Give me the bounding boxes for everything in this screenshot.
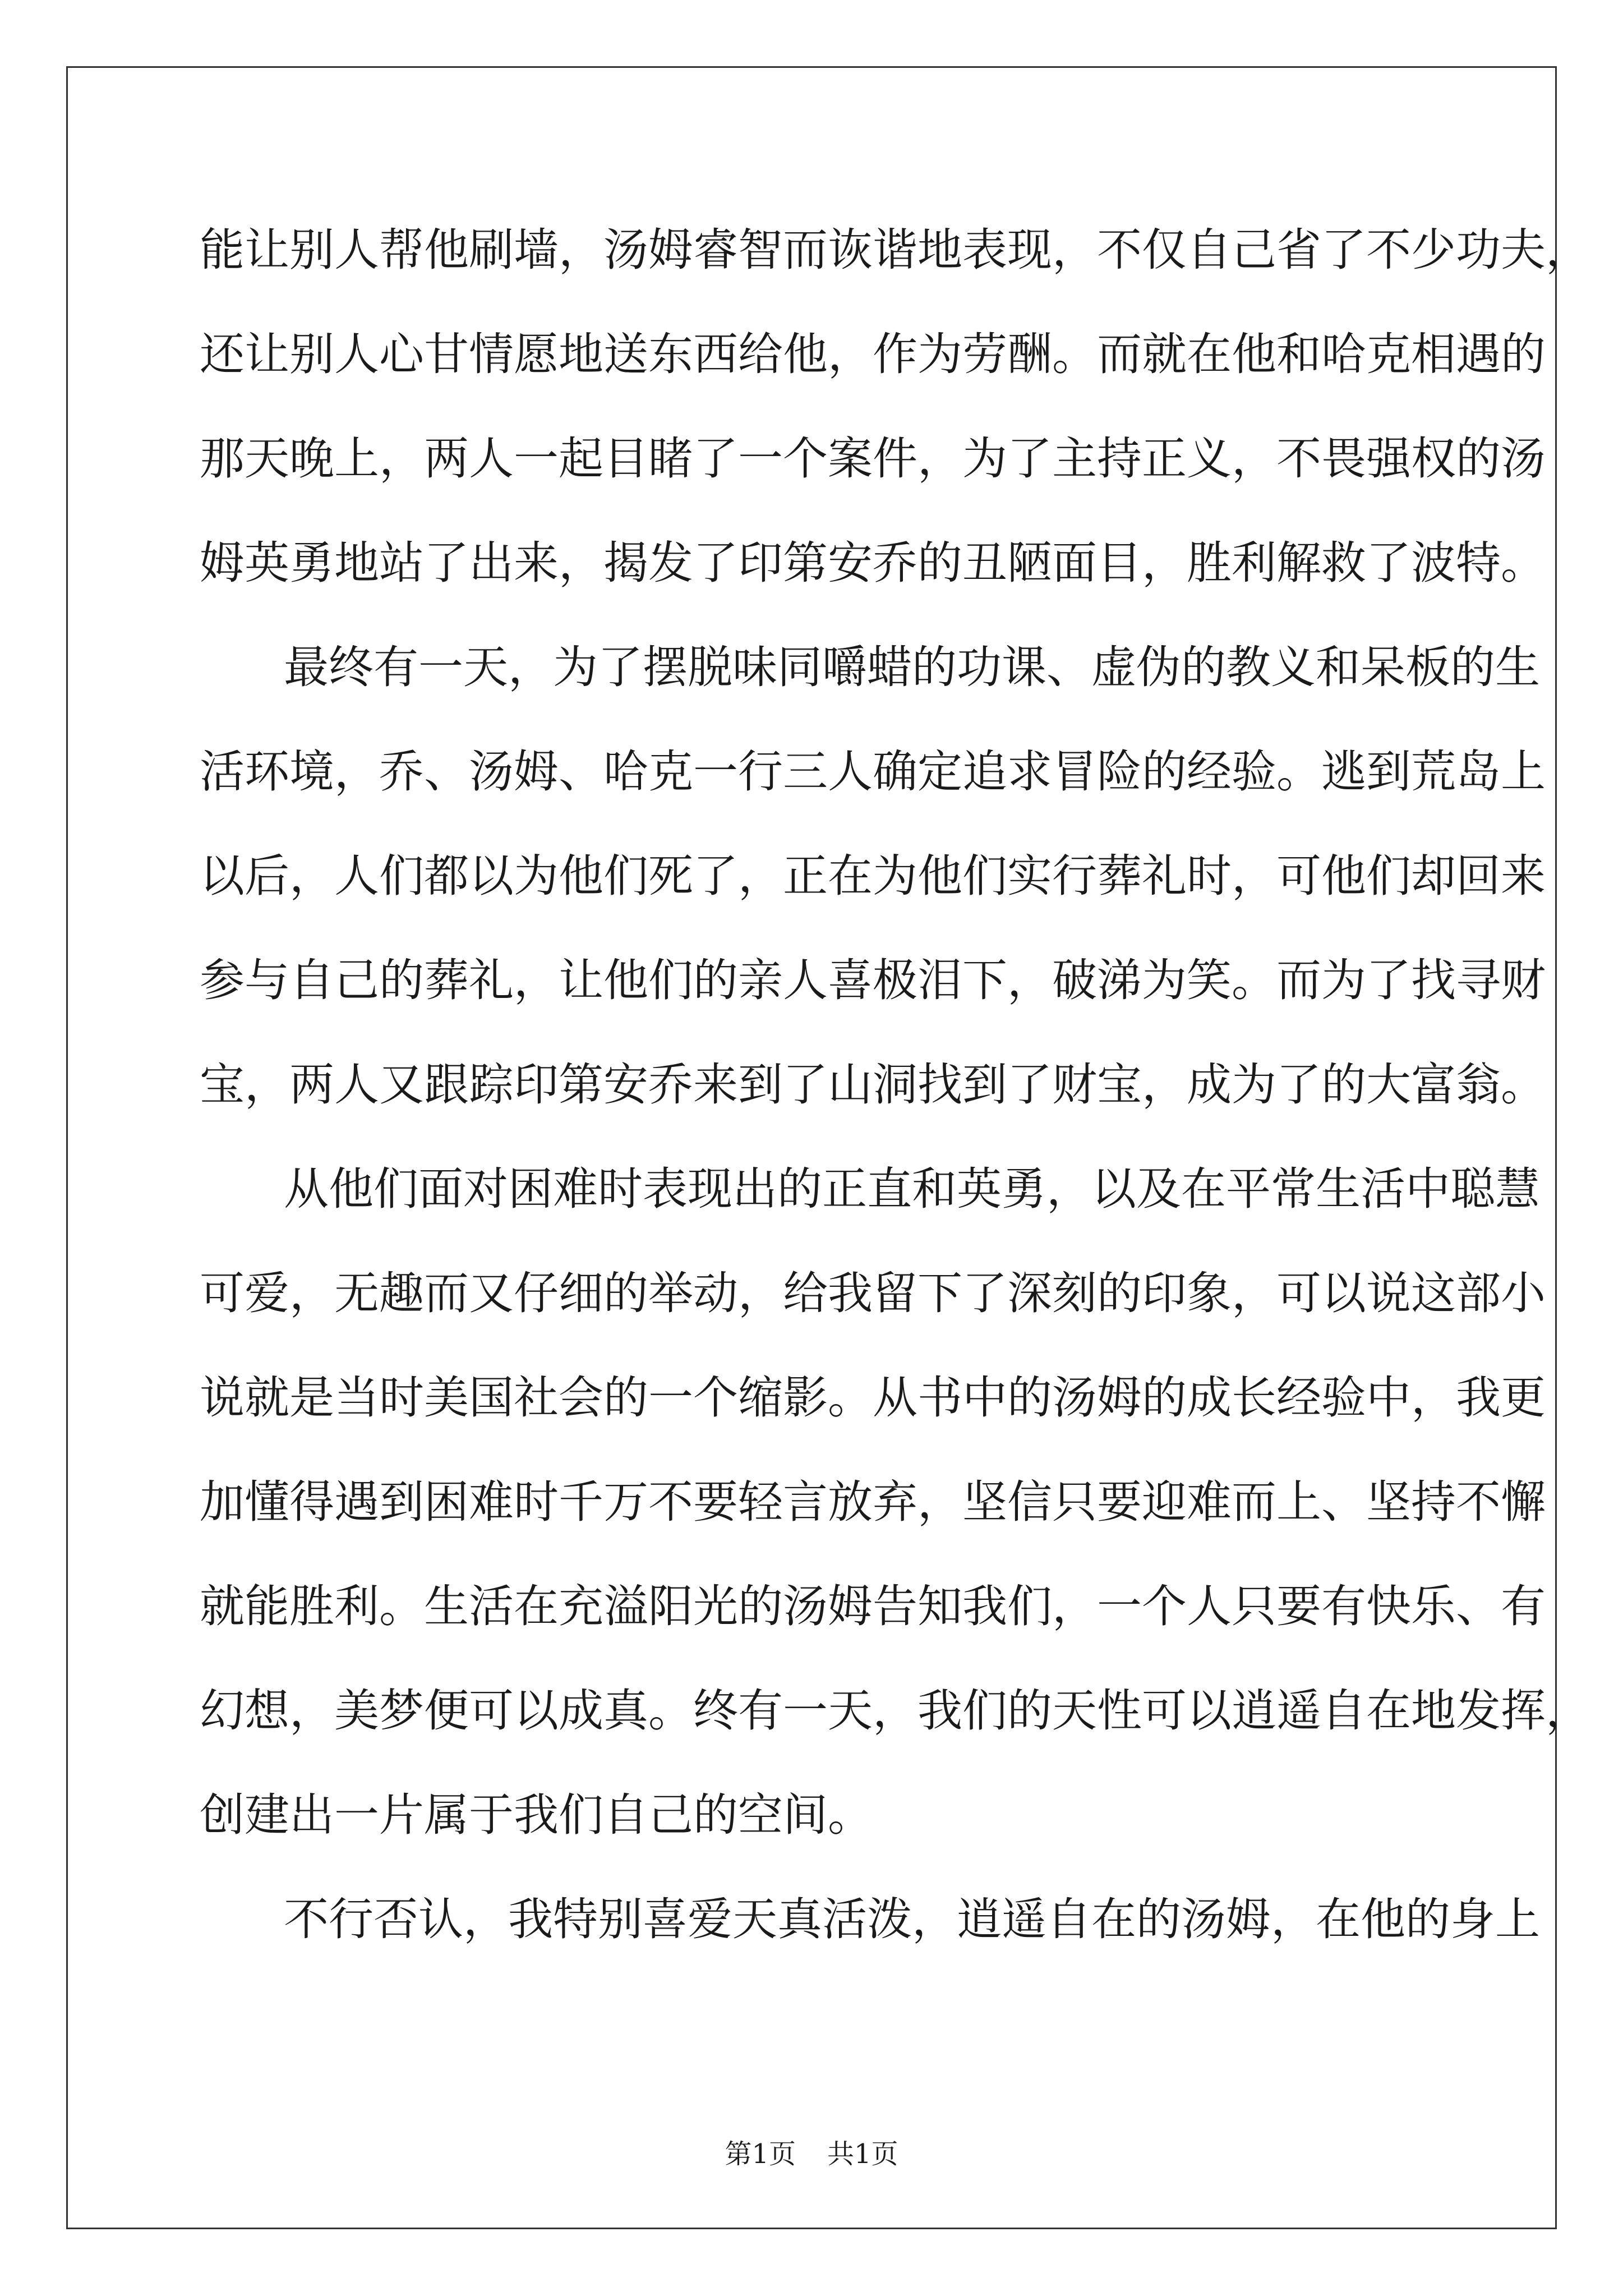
text-line: 能让别人帮他刷墙，汤姆睿智而诙谐地表现，不仅自己省了不少功夫， — [200, 224, 1590, 276]
page-footer — [0, 2137, 1623, 2171]
text-line: 宝，两人又跟踪印第安乔来到了山洞找到了财宝，成为了的大富翁。 — [200, 1059, 1546, 1111]
paragraph-first-line: 从他们面对困难时表现出的正直和英勇，以及在平常生活中聪慧 — [284, 1163, 1540, 1215]
paragraph-first-line: 不行否认，我特别喜爱天真活泼，逍遥自在的汤姆，在他的身上 — [284, 1893, 1540, 1945]
text-line: 说就是当时美国社会的一个缩影。从书中的汤姆的成长经验中，我更 — [200, 1372, 1546, 1424]
paragraph-first-line: 最终有一天，为了摆脱味同嚼蜡的功课、虚伪的教义和呆板的生 — [284, 641, 1540, 693]
text-line: 姆英勇地站了出来，揭发了印第安乔的丑陋面目，胜利解救了波特。 — [200, 537, 1546, 589]
text-line: 活环境，乔、汤姆、哈克一行三人确定追求冒险的经验。逃到荒岛上 — [200, 746, 1546, 798]
text-line: 加懂得遇到困难时千万不要轻言放弃，坚信只要迎难而上、坚持不懈 — [200, 1476, 1546, 1528]
text-line: 就能胜利。生活在充溢阳光的汤姆告知我们，一个人只要有快乐、有 — [200, 1580, 1546, 1632]
text-line: 参与自己的葬礼，让他们的亲人喜极泪下，破涕为笑。而为了找寻财 — [200, 954, 1546, 1006]
text-line: 幻想，美梦便可以成真。终有一天，我们的天性可以逍遥自在地发挥， — [200, 1685, 1590, 1737]
text-line: 可爱，无趣而又仔细的举动，给我留下了深刻的印象，可以说这部小 — [200, 1267, 1546, 1319]
text-line: 那天晚上，两人一起目睹了一个案件，为了主持正义，不畏强权的汤 — [200, 432, 1546, 485]
text-line: 以后，人们都以为他们死了，正在为他们实行葬礼时，可他们却回来 — [200, 850, 1546, 902]
text-line: 创建出一片属于我们自己的空间。 — [200, 1789, 873, 1841]
total-pages: 共1页 — [827, 2138, 898, 2170]
text-line: 还让别人心甘情愿地送东西给他，作为劳酬。而就在他和哈克相遇的 — [200, 328, 1546, 380]
page-number: 第1页 — [725, 2138, 796, 2170]
